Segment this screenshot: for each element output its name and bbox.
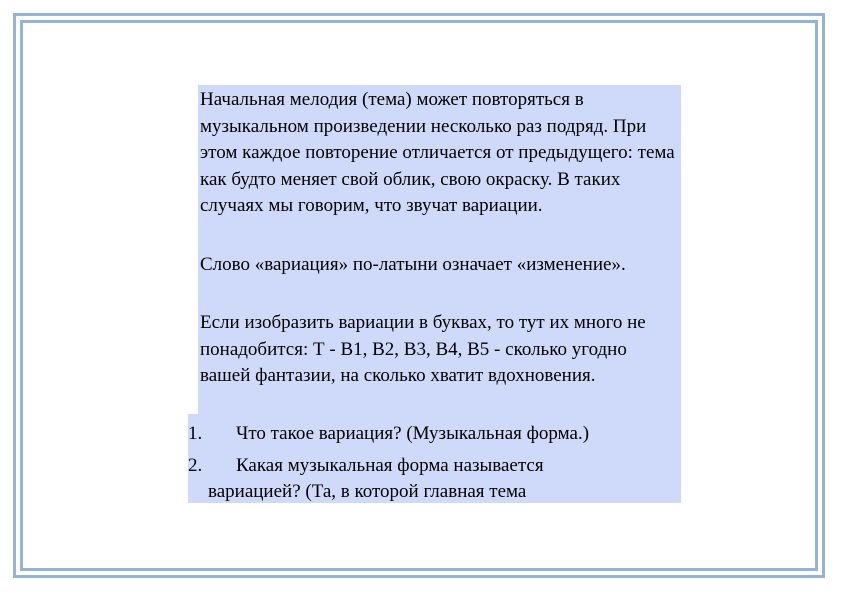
list-item-2-continuation: вариацией? (Та, в которой главная тема [208, 481, 527, 502]
paragraph-theme-repetition: Начальная мелодия (тема) может повторяться в музыкальном произведении несколько раз подряд. При этом каждое повторение отличается от предыдущего: тема как будто меняет свой облик, свою окраску. В таких случаях мы говорим, что звучат вариации. [200, 89, 675, 216]
paragraph-variation-letters: Если изобразить вариации в буквах, то тут их много не понадобится: Т - В1, В2, В3, В4, В5 - сколько угодно вашей фантазии, на сколько хватит вдохновения. [200, 312, 646, 386]
paragraph-variation-meaning: Слово «вариация» по-латыни означает «изменение». [200, 254, 626, 275]
list-item-1-number: 1. [188, 423, 203, 444]
list-item-2-text: Какая музыкальная форма называется [236, 455, 544, 476]
list-item-2-number: 2. [188, 455, 203, 476]
list-item-1-text: Что такое вариация? (Музыкальная форма.) [236, 423, 590, 444]
